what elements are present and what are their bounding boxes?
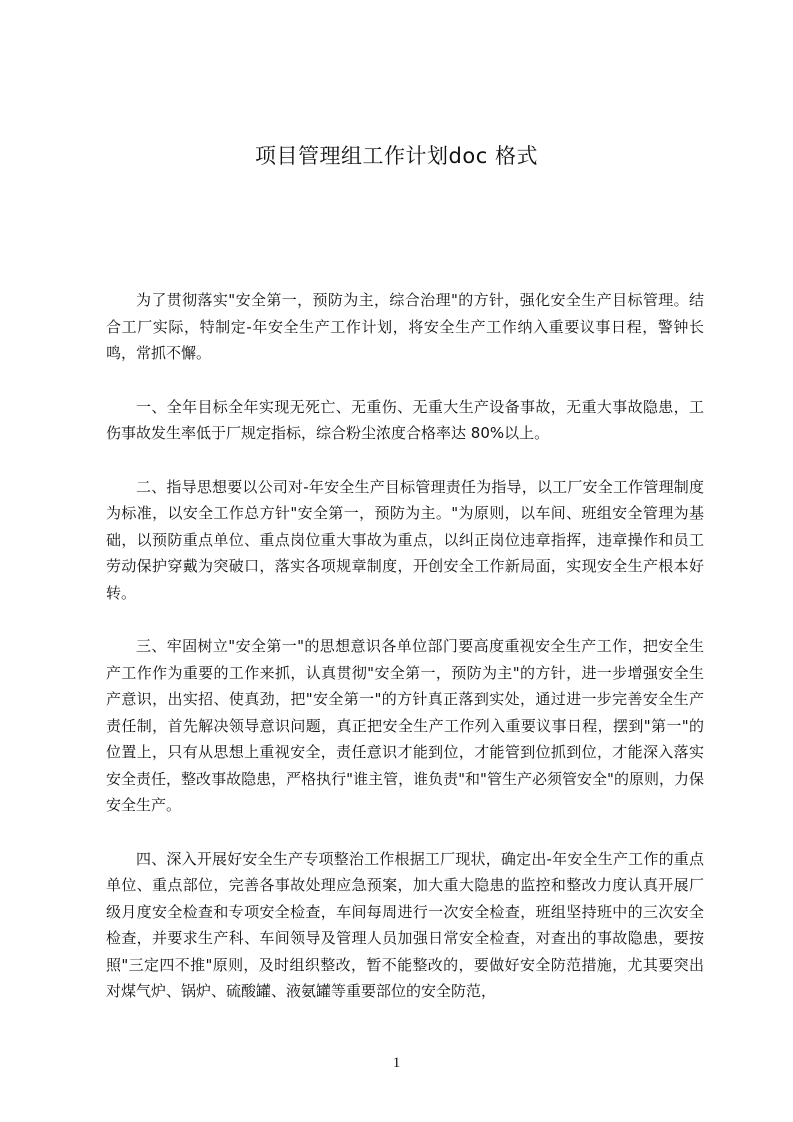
paragraph-safety-awareness: 三、牢固树立"安全第一"的思想意识各单位部门要高度重视安全生产工作，把安全生产工作作为重要的工作来抓，认真贯彻"安全第一，预防为主"的方针，进一步增强安全生产意识，出实招、使真劲，把"安全第一"的方针真正落到实处，通过进一步完善安全生产责任制，首先解决领导意识问题，真正把安全生产工作列入重要议事日程，摆到"第一"的位置上，只有从思想上重视安全，责任意识才能到位，才能管到位抓到位，才能深入落实安全责任，整改事故隐患，严格执行"谁主管，谁负责"和"管生产必须管安全"的原则，力保安全生产。 <box>106 637 704 814</box>
paragraph-annual-goal: 一、全年目标全年实现无死亡、无重伤、无重大生产设备事故，无重大事故隐患，工伤事故发生率低于厂规定指标，综合粉尘浓度合格率达 80%以上。 <box>106 397 704 442</box>
document-body <box>106 287 704 1032</box>
paragraph-special-rectification: 四、深入开展好安全生产专项整治工作根据工厂现状，确定出-年安全生产工作的重点单位、重点部位，完善各事故处理应急预案，加大重大隐患的监控和整改力度认真开展厂级月度安全检查和专项安全检查，车间每周进行一次安全检查，班组坚持班中的三次安全检查，并要求生产科、车间领导及管理人员加强日常安全检查，对查出的事故隐患，要按照"三定四不推"原则，及时组织整改，暂不能整改的，要做好安全防范措施，尤其要突出对煤气炉、锅炉、硫酸罐、液氨罐等重要部位的安全防范， <box>106 849 704 1000</box>
page-number: 1 <box>392 1055 401 1071</box>
document-title: 项目管理组工作计划doc 格式 <box>255 144 538 168</box>
paragraph-guiding-ideology: 二、指导思想要以公司对-年安全生产目标管理责任为指导，以工厂安全工作管理制度为标准，以安全工作总方针"安全第一，预防为主。"为原则，以车间、班组安全管理为基础，以预防重点单位、重点岗位重大事故为重点，以纠正岗位违章指挥，违章操作和员工劳动保护穿戴为突破口，落实各项规章制度，开创安全工作新局面，实现安全生产根本好转。 <box>106 477 704 602</box>
paragraph-intro: 为了贯彻落实"安全第一，预防为主，综合治理"的方针，强化安全生产目标管理。结合工厂实际，特制定-年安全生产工作计划，将安全生产工作纳入重要议事日程，警钟长鸣，常抓不懈。 <box>106 291 704 362</box>
